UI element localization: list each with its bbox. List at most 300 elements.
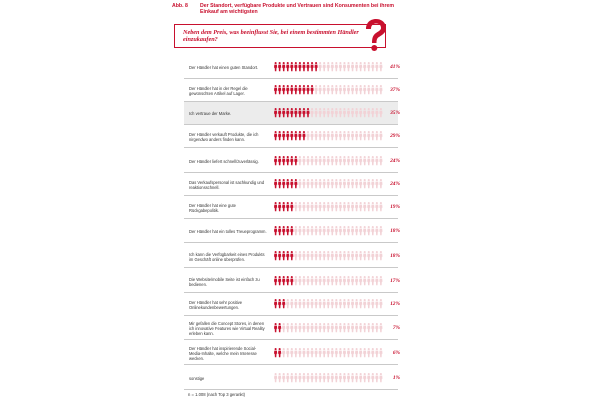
person-icon bbox=[375, 226, 378, 235]
person-icon bbox=[323, 62, 326, 71]
person-icon bbox=[363, 85, 366, 94]
person-icon bbox=[319, 62, 322, 71]
person-icon bbox=[331, 348, 334, 357]
person-icon bbox=[302, 348, 305, 357]
person-icon bbox=[302, 179, 305, 188]
person-icon bbox=[363, 179, 366, 188]
person-icon bbox=[371, 131, 374, 140]
value-label: 24% bbox=[390, 158, 400, 164]
person-icon bbox=[323, 348, 326, 357]
people-icon-bar bbox=[274, 108, 382, 118]
person-icon bbox=[359, 323, 362, 332]
people-icon-bar bbox=[274, 276, 382, 286]
person-icon bbox=[294, 202, 297, 211]
person-icon bbox=[343, 373, 346, 382]
person-icon bbox=[327, 156, 330, 165]
chart-row bbox=[184, 270, 398, 293]
person-icon bbox=[375, 202, 378, 211]
person-icon bbox=[319, 108, 322, 117]
person-icon bbox=[343, 62, 346, 71]
person-icon bbox=[278, 179, 281, 188]
person-icon bbox=[355, 202, 358, 211]
person-icon bbox=[347, 156, 350, 165]
person-icon bbox=[323, 131, 326, 140]
person-icon bbox=[367, 131, 370, 140]
person-icon bbox=[339, 108, 342, 117]
person-icon bbox=[278, 251, 281, 260]
category-label: Der Händler hat einen guten Standort. bbox=[189, 65, 259, 70]
person-icon bbox=[375, 131, 378, 140]
category-label: Der Händler hat inspirierende Social-Media-Inhalte, welche mein Interesse wecken. bbox=[189, 346, 257, 362]
person-icon bbox=[294, 299, 297, 308]
person-icon bbox=[347, 299, 350, 308]
person-icon bbox=[355, 373, 358, 382]
category-label: Der Händler liefert schnell/zuverlässig. bbox=[189, 159, 259, 164]
person-icon bbox=[323, 156, 326, 165]
person-icon bbox=[375, 323, 378, 332]
person-icon bbox=[319, 276, 322, 285]
person-icon bbox=[310, 276, 313, 285]
people-icon-bar bbox=[274, 179, 382, 189]
person-icon bbox=[319, 299, 322, 308]
person-icon bbox=[323, 251, 326, 260]
person-icon bbox=[274, 276, 277, 285]
person-icon bbox=[343, 323, 346, 332]
person-icon bbox=[347, 108, 350, 117]
person-icon bbox=[351, 348, 354, 357]
person-icon bbox=[335, 85, 338, 94]
person-icon bbox=[331, 179, 334, 188]
person-icon bbox=[375, 373, 378, 382]
chart-row bbox=[184, 173, 398, 196]
person-icon bbox=[306, 251, 309, 260]
person-icon bbox=[339, 179, 342, 188]
person-icon bbox=[286, 226, 289, 235]
person-icon bbox=[351, 299, 354, 308]
person-icon bbox=[351, 226, 354, 235]
person-icon bbox=[315, 323, 318, 332]
people-icon-bar bbox=[274, 226, 382, 236]
person-icon bbox=[355, 299, 358, 308]
value-label: 41% bbox=[390, 64, 400, 70]
person-icon bbox=[347, 348, 350, 357]
person-icon bbox=[306, 202, 309, 211]
value-label: 19% bbox=[390, 204, 400, 210]
person-icon bbox=[294, 226, 297, 235]
person-icon bbox=[298, 85, 301, 94]
chart-row bbox=[184, 342, 398, 365]
person-icon bbox=[278, 299, 281, 308]
person-icon bbox=[286, 373, 289, 382]
person-icon bbox=[363, 156, 366, 165]
person-icon bbox=[323, 179, 326, 188]
person-icon bbox=[294, 85, 297, 94]
person-icon bbox=[323, 276, 326, 285]
person-icon bbox=[290, 62, 293, 71]
chart-row bbox=[184, 102, 398, 125]
person-icon bbox=[282, 323, 285, 332]
question-mark-icon bbox=[362, 18, 388, 52]
person-icon bbox=[310, 131, 313, 140]
value-label: 18% bbox=[390, 253, 400, 259]
person-icon bbox=[355, 251, 358, 260]
person-icon bbox=[315, 156, 318, 165]
person-icon bbox=[347, 276, 350, 285]
person-icon bbox=[319, 251, 322, 260]
person-icon bbox=[331, 131, 334, 140]
person-icon bbox=[355, 323, 358, 332]
value-label: 37% bbox=[390, 87, 400, 93]
person-icon bbox=[290, 179, 293, 188]
row-divider bbox=[184, 218, 398, 219]
person-icon bbox=[302, 156, 305, 165]
person-icon bbox=[290, 202, 293, 211]
person-icon bbox=[323, 299, 326, 308]
chart-row bbox=[184, 245, 398, 268]
person-icon bbox=[274, 251, 277, 260]
person-icon bbox=[339, 62, 342, 71]
person-icon bbox=[302, 62, 305, 71]
person-icon bbox=[351, 131, 354, 140]
person-icon bbox=[298, 108, 301, 117]
person-icon bbox=[294, 108, 297, 117]
person-icon bbox=[302, 108, 305, 117]
person-icon bbox=[278, 85, 281, 94]
person-icon bbox=[310, 108, 313, 117]
person-icon bbox=[375, 179, 378, 188]
person-icon bbox=[339, 276, 342, 285]
person-icon bbox=[319, 85, 322, 94]
person-icon bbox=[359, 202, 362, 211]
person-icon bbox=[282, 373, 285, 382]
person-icon bbox=[335, 62, 338, 71]
person-icon bbox=[331, 202, 334, 211]
person-icon bbox=[306, 179, 309, 188]
category-label: sonstige bbox=[189, 376, 205, 381]
people-icon-bar bbox=[274, 348, 382, 358]
category-label: Der Händler hat eine gute Rückgabepolitik. bbox=[189, 202, 236, 213]
person-icon bbox=[278, 156, 281, 165]
person-icon bbox=[286, 299, 289, 308]
person-icon bbox=[278, 131, 281, 140]
person-icon bbox=[363, 299, 366, 308]
person-icon bbox=[327, 373, 330, 382]
person-icon bbox=[319, 323, 322, 332]
person-icon bbox=[319, 226, 322, 235]
person-icon bbox=[278, 108, 281, 117]
person-icon bbox=[347, 323, 350, 332]
person-icon bbox=[315, 62, 318, 71]
person-icon bbox=[335, 226, 338, 235]
person-icon bbox=[343, 108, 346, 117]
person-icon bbox=[315, 348, 318, 357]
chart-row bbox=[184, 317, 398, 340]
person-icon bbox=[343, 131, 346, 140]
person-icon bbox=[327, 179, 330, 188]
person-icon bbox=[359, 348, 362, 357]
person-icon bbox=[375, 251, 378, 260]
category-label: Das Verkaufspersonal ist sachkundig und reaktionsschnell. bbox=[189, 179, 265, 190]
person-icon bbox=[375, 108, 378, 117]
person-icon bbox=[371, 226, 374, 235]
person-icon bbox=[315, 108, 318, 117]
person-icon bbox=[298, 179, 301, 188]
person-icon bbox=[302, 226, 305, 235]
person-icon bbox=[355, 62, 358, 71]
person-icon bbox=[286, 85, 289, 94]
person-icon bbox=[327, 226, 330, 235]
person-icon bbox=[290, 85, 293, 94]
person-icon bbox=[286, 62, 289, 71]
person-icon bbox=[306, 62, 309, 71]
person-icon bbox=[298, 323, 301, 332]
person-icon bbox=[367, 156, 370, 165]
chart-row bbox=[184, 196, 398, 219]
person-icon bbox=[310, 323, 313, 332]
person-icon bbox=[335, 108, 338, 117]
person-icon bbox=[339, 348, 342, 357]
person-icon bbox=[335, 323, 338, 332]
person-icon bbox=[335, 131, 338, 140]
people-icon-bar bbox=[274, 373, 382, 383]
person-icon bbox=[335, 202, 338, 211]
person-icon bbox=[331, 323, 334, 332]
person-icon bbox=[331, 226, 334, 235]
person-icon bbox=[359, 85, 362, 94]
person-icon bbox=[298, 226, 301, 235]
person-icon bbox=[310, 299, 313, 308]
person-icon bbox=[298, 348, 301, 357]
person-icon bbox=[282, 62, 285, 71]
row-divider bbox=[184, 339, 398, 340]
person-icon bbox=[371, 323, 374, 332]
people-icon-bar bbox=[274, 299, 382, 309]
person-icon bbox=[310, 251, 313, 260]
person-icon bbox=[286, 251, 289, 260]
person-icon bbox=[347, 62, 350, 71]
person-icon bbox=[371, 299, 374, 308]
person-icon bbox=[315, 251, 318, 260]
person-icon bbox=[286, 108, 289, 117]
person-icon bbox=[282, 179, 285, 188]
value-label: 35% bbox=[390, 110, 400, 116]
person-icon bbox=[274, 85, 277, 94]
person-icon bbox=[286, 202, 289, 211]
person-icon bbox=[319, 348, 322, 357]
person-icon bbox=[335, 156, 338, 165]
value-label: 29% bbox=[390, 133, 400, 139]
person-icon bbox=[343, 226, 346, 235]
person-icon bbox=[282, 85, 285, 94]
person-icon bbox=[302, 85, 305, 94]
category-label: Der Händler hat in der Regel die gewünschten Artikel auf Lager. bbox=[189, 85, 248, 96]
chart-row bbox=[184, 220, 398, 243]
person-icon bbox=[327, 202, 330, 211]
person-icon bbox=[323, 108, 326, 117]
person-icon bbox=[319, 373, 322, 382]
person-icon bbox=[310, 62, 313, 71]
row-divider bbox=[184, 364, 398, 365]
person-icon bbox=[278, 348, 281, 357]
person-icon bbox=[367, 348, 370, 357]
person-icon bbox=[302, 202, 305, 211]
value-label: 24% bbox=[390, 181, 400, 187]
chart-row bbox=[184, 293, 398, 316]
person-icon bbox=[327, 108, 330, 117]
person-icon bbox=[375, 299, 378, 308]
person-icon bbox=[278, 373, 281, 382]
person-icon bbox=[290, 156, 293, 165]
person-icon bbox=[335, 373, 338, 382]
person-icon bbox=[282, 131, 285, 140]
person-icon bbox=[327, 62, 330, 71]
category-label: Ich kann die Verfügbarkeit eines Produkts im Geschäft online überprüfen. bbox=[189, 251, 265, 262]
person-icon bbox=[351, 179, 354, 188]
person-icon bbox=[310, 348, 313, 357]
person-icon bbox=[298, 276, 301, 285]
value-label: 17% bbox=[390, 278, 400, 284]
person-icon bbox=[343, 251, 346, 260]
person-icon bbox=[310, 156, 313, 165]
person-icon bbox=[278, 202, 281, 211]
person-icon bbox=[359, 179, 362, 188]
person-icon bbox=[359, 62, 362, 71]
person-icon bbox=[315, 179, 318, 188]
person-icon bbox=[347, 85, 350, 94]
person-icon bbox=[278, 276, 281, 285]
person-icon bbox=[367, 299, 370, 308]
person-icon bbox=[274, 348, 277, 357]
value-label: 12% bbox=[390, 301, 400, 307]
person-icon bbox=[319, 131, 322, 140]
person-icon bbox=[355, 226, 358, 235]
person-icon bbox=[315, 373, 318, 382]
person-icon bbox=[331, 373, 334, 382]
person-icon bbox=[335, 348, 338, 357]
category-label: Der Händler verkauft Produkte, die ich nirgendwo anders finden kann. bbox=[189, 131, 259, 142]
person-icon bbox=[355, 276, 358, 285]
person-icon bbox=[347, 202, 350, 211]
person-icon bbox=[298, 373, 301, 382]
person-icon bbox=[343, 202, 346, 211]
person-icon bbox=[319, 156, 322, 165]
person-icon bbox=[355, 156, 358, 165]
person-icon bbox=[282, 276, 285, 285]
person-icon bbox=[351, 156, 354, 165]
person-icon bbox=[363, 373, 366, 382]
person-icon bbox=[310, 373, 313, 382]
person-icon bbox=[343, 156, 346, 165]
person-icon bbox=[355, 131, 358, 140]
person-icon bbox=[294, 179, 297, 188]
person-icon bbox=[367, 226, 370, 235]
person-icon bbox=[371, 202, 374, 211]
person-icon bbox=[327, 276, 330, 285]
person-icon bbox=[359, 156, 362, 165]
person-icon bbox=[343, 85, 346, 94]
person-icon bbox=[331, 156, 334, 165]
person-icon bbox=[331, 108, 334, 117]
person-icon bbox=[331, 276, 334, 285]
person-icon bbox=[315, 226, 318, 235]
person-icon bbox=[359, 251, 362, 260]
person-icon bbox=[375, 62, 378, 71]
person-icon bbox=[294, 62, 297, 71]
person-icon bbox=[339, 226, 342, 235]
person-icon bbox=[367, 62, 370, 71]
person-icon bbox=[367, 251, 370, 260]
person-icon bbox=[375, 85, 378, 94]
person-icon bbox=[306, 226, 309, 235]
person-icon bbox=[367, 202, 370, 211]
chart-row bbox=[184, 79, 398, 102]
person-icon bbox=[363, 348, 366, 357]
person-icon bbox=[339, 251, 342, 260]
person-icon bbox=[375, 276, 378, 285]
footnote: n = 1.008 (nach Top 3 gerankt) bbox=[188, 392, 246, 397]
person-icon bbox=[327, 323, 330, 332]
person-icon bbox=[298, 202, 301, 211]
person-icon bbox=[294, 156, 297, 165]
person-icon bbox=[331, 299, 334, 308]
person-icon bbox=[351, 251, 354, 260]
person-icon bbox=[367, 276, 370, 285]
people-icon-bar bbox=[274, 251, 382, 261]
person-icon bbox=[315, 299, 318, 308]
person-icon bbox=[315, 85, 318, 94]
value-label: 6% bbox=[392, 350, 400, 356]
person-icon bbox=[351, 373, 354, 382]
person-icon bbox=[363, 108, 366, 117]
person-icon bbox=[371, 251, 374, 260]
person-icon bbox=[323, 323, 326, 332]
chart-row bbox=[184, 125, 398, 148]
person-icon bbox=[343, 299, 346, 308]
person-icon bbox=[367, 179, 370, 188]
person-icon bbox=[323, 85, 326, 94]
person-icon bbox=[363, 62, 366, 71]
person-icon bbox=[282, 348, 285, 357]
person-icon bbox=[294, 373, 297, 382]
person-icon bbox=[302, 323, 305, 332]
chart-row bbox=[184, 150, 398, 173]
person-icon bbox=[302, 299, 305, 308]
person-icon bbox=[327, 348, 330, 357]
person-icon bbox=[306, 276, 309, 285]
person-icon bbox=[286, 348, 289, 357]
person-icon bbox=[286, 131, 289, 140]
person-icon bbox=[290, 323, 293, 332]
person-icon bbox=[274, 156, 277, 165]
person-icon bbox=[339, 131, 342, 140]
person-icon bbox=[371, 373, 374, 382]
row-divider bbox=[184, 242, 398, 243]
person-icon bbox=[363, 202, 366, 211]
person-icon bbox=[351, 323, 354, 332]
chart-row bbox=[184, 367, 398, 390]
people-icon-bar bbox=[274, 156, 382, 166]
person-icon bbox=[375, 348, 378, 357]
person-icon bbox=[294, 276, 297, 285]
person-icon bbox=[290, 276, 293, 285]
person-icon bbox=[363, 323, 366, 332]
person-icon bbox=[290, 131, 293, 140]
person-icon bbox=[343, 276, 346, 285]
person-icon bbox=[310, 226, 313, 235]
person-icon bbox=[274, 202, 277, 211]
person-icon bbox=[371, 276, 374, 285]
category-label: Ich vertraue der Marke. bbox=[189, 111, 232, 116]
